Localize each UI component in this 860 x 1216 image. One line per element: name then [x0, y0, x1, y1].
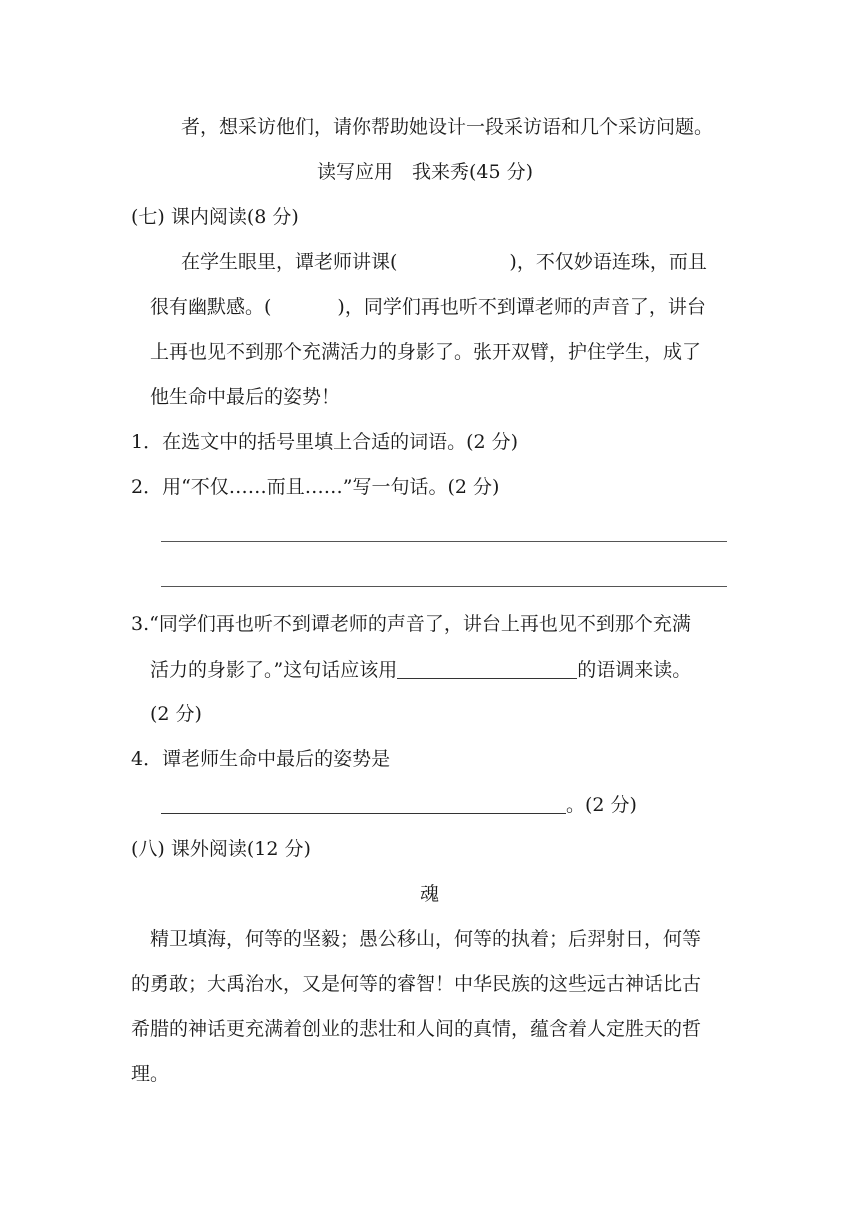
question-text: 的语调来读。 — [577, 659, 692, 681]
part8-title: (八) 课外阅读(12 分) — [131, 838, 311, 860]
question-1: 1．在选文中的括号里填上合适的词语。(2 分) — [131, 431, 519, 453]
intro-line: 者，想采访他们，请你帮助她设计一段采访语和几个采访问题。 — [181, 116, 714, 138]
question-3-line-1: 3.“同学们再也听不到谭老师的声音了，讲台上再也见不到那个充满 — [131, 613, 691, 635]
part7-title: (七) 课内阅读(8 分) — [131, 206, 299, 228]
tone-answer-blank[interactable] — [397, 660, 577, 679]
answer-line-2[interactable] — [161, 586, 727, 587]
article-line-4: 理。 — [131, 1063, 170, 1085]
question-text: 。(2 分) — [566, 794, 637, 816]
question-text: 活力的身影了。”这句话应该用 — [150, 659, 398, 681]
passage-text: )，不仅妙语连珠，而且 — [509, 251, 707, 273]
passage-text: 在学生眼里，谭老师讲课( — [181, 251, 398, 273]
article-line-3: 希腊的神话更充满着创业的悲壮和人间的真情，蕴含着人定胜天的哲 — [131, 1018, 702, 1040]
question-3-line-2 — [150, 660, 691, 680]
passage-text: )，同学们再也听不到谭老师的声音了，讲台 — [337, 296, 706, 318]
question-2: 2．用“不仅……而且……”写一句话。(2 分) — [131, 476, 500, 498]
question-4-line-1: 4．谭老师生命中最后的姿势是 — [131, 748, 391, 770]
article-line-2: 的勇敢；大禹治水，又是何等的睿智！中华民族的这些远古神话比古 — [131, 973, 702, 995]
article-line-1: 精卫填海，何等的坚毅；愚公移山，何等的执着；后羿射日，何等 — [150, 928, 702, 950]
passage-line-2 — [150, 298, 706, 317]
question-4-line-2 — [161, 795, 637, 815]
passage-line-4: 他生命中最后的姿势！ — [150, 386, 341, 408]
passage-text: 很有幽默感。( — [150, 296, 272, 318]
article-title: 魂 — [420, 883, 440, 905]
section-heading: 读写应用 我来秀(45 分) — [317, 161, 534, 183]
posture-answer-blank[interactable] — [161, 795, 566, 814]
answer-line-1[interactable] — [161, 541, 727, 542]
question-3-line-3: (2 分) — [150, 703, 202, 725]
passage-line-3: 上再也见不到那个充满活力的身影了。张开双臂，护住学生，成了 — [150, 341, 702, 363]
passage-line-1 — [181, 253, 707, 272]
